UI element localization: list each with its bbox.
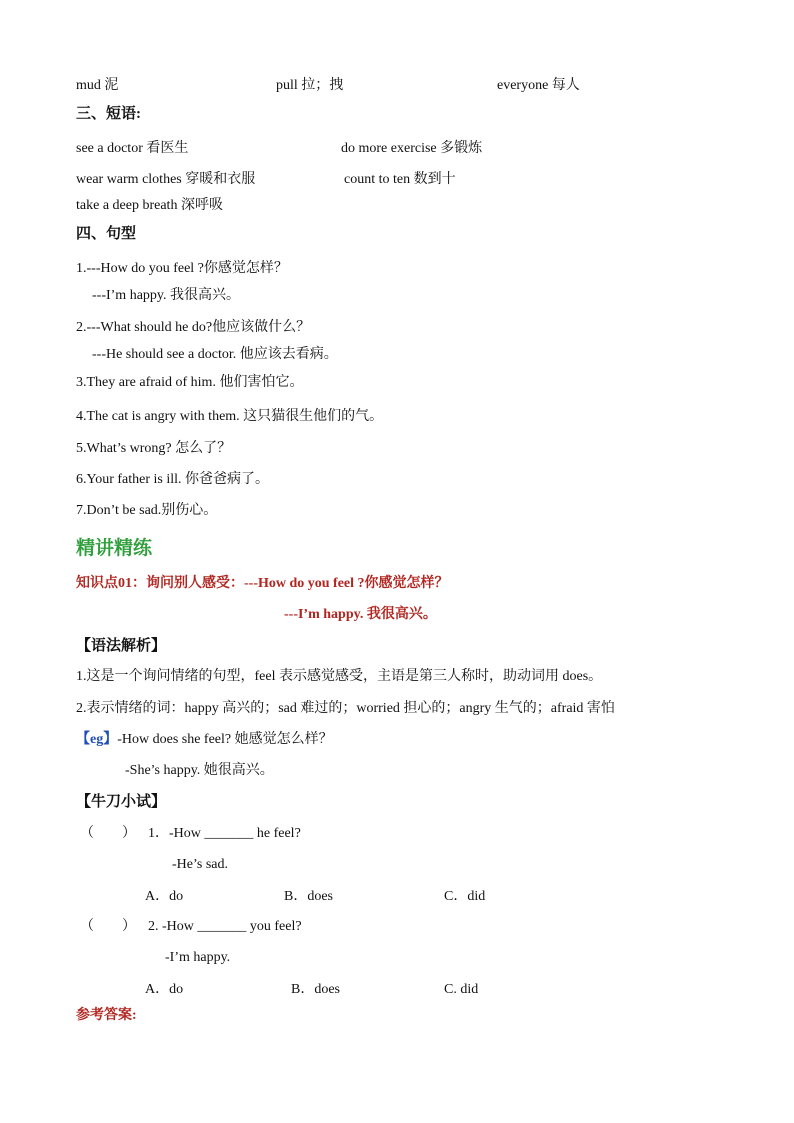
example-question: -How does she feel? 她感觉怎么样？ — [117, 732, 333, 747]
grammar-point-2: 2.表示情绪的词：happy 高兴的；sad 难过的；worried 担心的；angry 生气的；afraid 害怕 — [76, 701, 615, 716]
practice-heading: 【牛刀小试】 — [76, 794, 167, 810]
sentence-6: 6.Your father is ill. 你爸爸病了。 — [76, 472, 270, 487]
example-line-1 — [76, 733, 333, 747]
sentence-5: 5.What’s wrong? 怎么了？ — [76, 441, 232, 456]
knowledge-point-line1: 知识点01：询问别人感受：---How do you feel ?你感觉怎样？ — [76, 576, 449, 591]
section-title: 精讲精练 — [76, 538, 153, 559]
eg-tag: 【eg】 — [76, 732, 118, 747]
q2-option-a[interactable]: A．do — [145, 982, 184, 997]
phrase-see-doctor: see a doctor 看医生 — [76, 141, 189, 156]
q1-prompt: 1．-How _______ he feel? — [148, 826, 301, 841]
q2-prompt: 2. -How _______ you feel? — [148, 919, 302, 934]
grammar-point-1: 1.这是一个询问情绪的句型，feel 表示感觉感受，主语是第三人称时，助动词用 does。 — [76, 669, 603, 684]
q1-option-a[interactable]: A．do — [145, 889, 184, 904]
q1-option-b[interactable]: B．does — [284, 889, 333, 904]
sentence-3: 3.They are afraid of him. 他们害怕它。 — [76, 375, 304, 390]
knowledge-point-line2: ---I’m happy. 我很高兴。 — [284, 607, 437, 622]
q2-option-c[interactable]: C. did — [444, 982, 479, 997]
vocab-pull: pull 拉；拽 — [276, 78, 344, 93]
sentence-4: 4.The cat is angry with them. 这只猫很生他们的气。 — [76, 409, 384, 424]
sentence-1a: 1.---How do you feel ?你感觉怎样？ — [76, 261, 288, 276]
example-line-2: -She’s happy. 她很高兴。 — [125, 763, 274, 778]
vocab-everyone: everyone 每人 — [497, 78, 580, 93]
phrases-heading: 三、短语: — [76, 106, 141, 122]
q1-option-c[interactable]: C．did — [444, 889, 486, 904]
sentences-heading: 四、句型 — [76, 226, 137, 242]
grammar-heading: 【语法解析】 — [76, 638, 167, 654]
q2-response: -I’m happy. — [165, 950, 231, 965]
sentence-7: 7.Don’t be sad.别伤心。 — [76, 503, 218, 518]
sentence-2a: 2.---What should he do?他应该做什么？ — [76, 320, 311, 335]
q2-answer-blank[interactable]: （ ） — [80, 919, 136, 934]
phrase-deep-breath: take a deep breath 深呼吸 — [76, 198, 223, 213]
phrase-exercise: do more exercise 多锻炼 — [341, 141, 483, 156]
answer-label: 参考答案: — [76, 1008, 137, 1023]
sentence-2b: ---He should see a doctor. 他应该去看病。 — [92, 347, 338, 362]
sentence-1b: ---I’m happy. 我很高兴。 — [92, 288, 241, 303]
vocab-mud: mud 泥 — [76, 78, 119, 93]
q1-response: -He’s sad. — [172, 857, 228, 872]
phrase-count: count to ten 数到十 — [344, 172, 456, 187]
q1-answer-blank[interactable]: （ ） — [80, 826, 136, 841]
q2-option-b[interactable]: B．does — [291, 982, 340, 997]
phrase-warm-clothes: wear warm clothes 穿暖和衣服 — [76, 172, 256, 187]
